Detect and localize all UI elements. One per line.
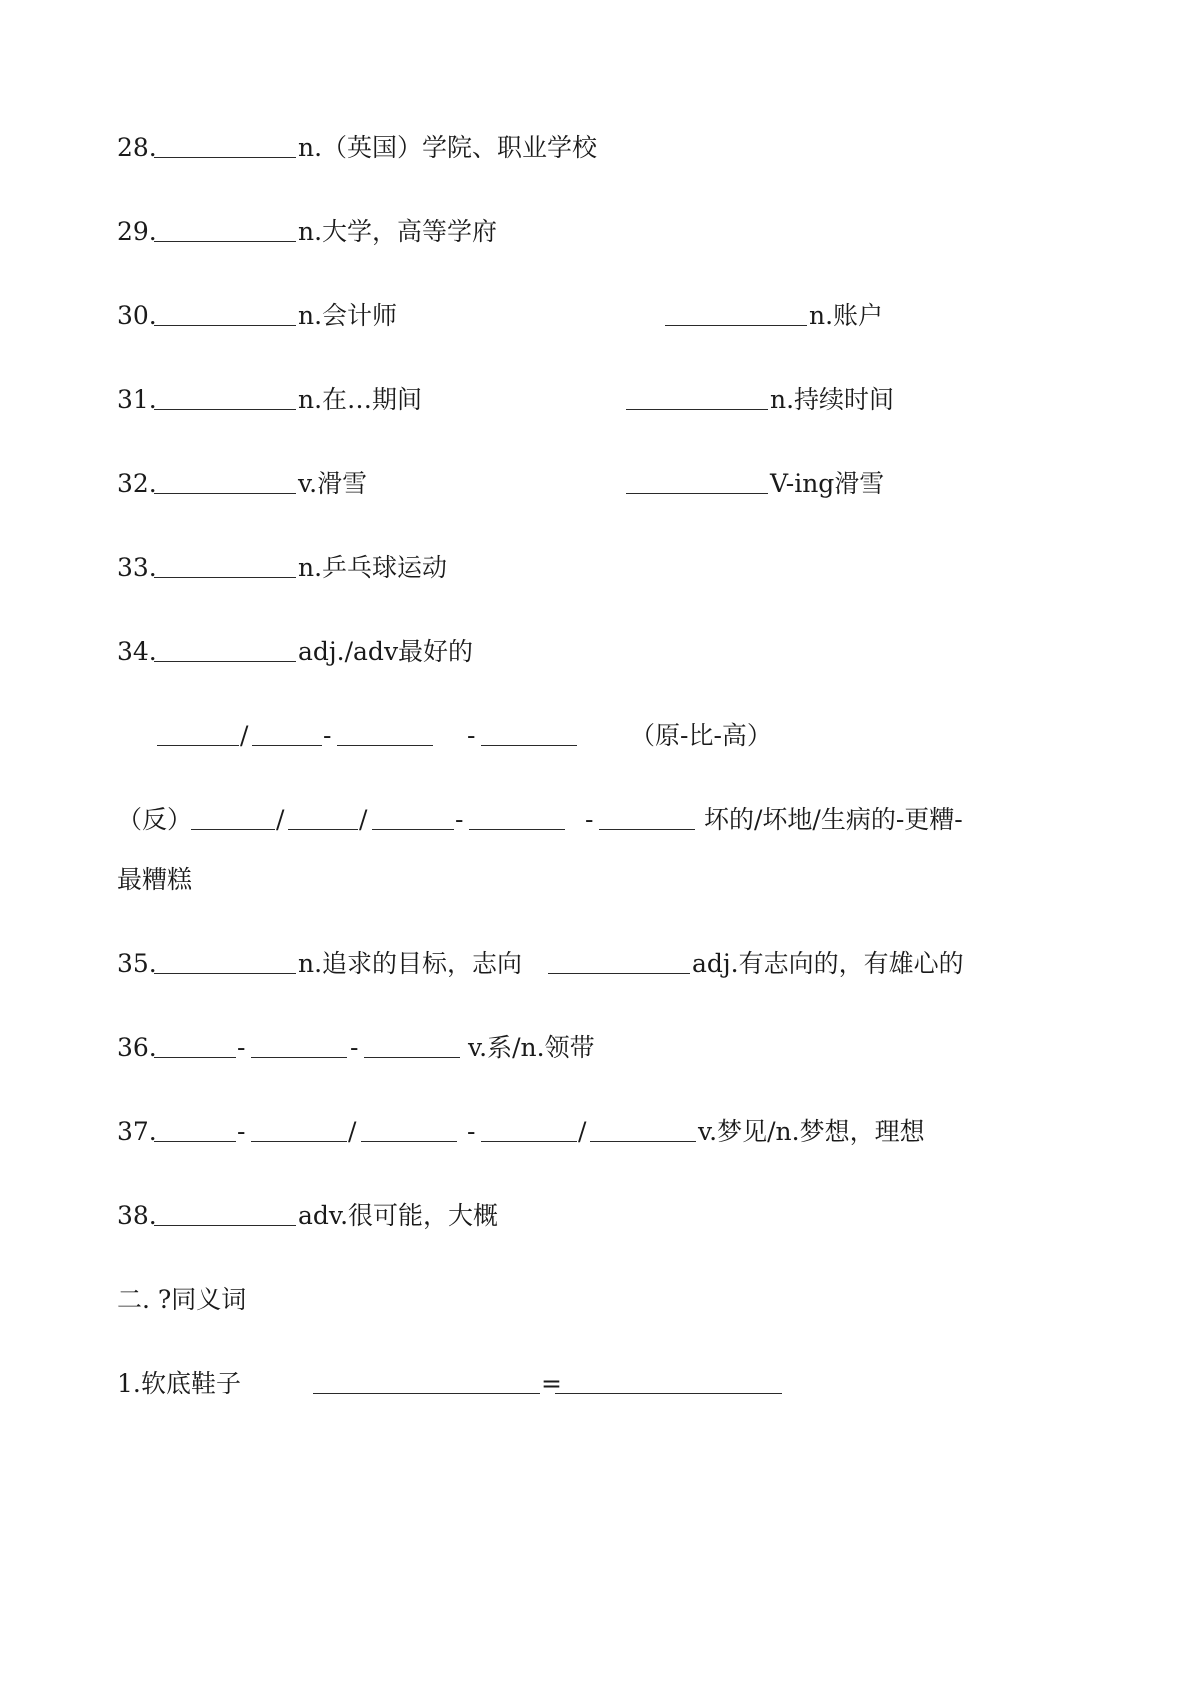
antonym-note: 坏的/坏地/生病的-更糟- xyxy=(704,805,963,834)
answer-blank[interactable] xyxy=(154,157,296,158)
item-number: 1. xyxy=(117,1369,141,1398)
answer-blank-2[interactable] xyxy=(548,973,690,974)
item-definition: v.滑雪 xyxy=(298,469,368,498)
answer-blank-antonym-superlative[interactable] xyxy=(599,829,695,830)
answer-blank-antonym-comparative[interactable] xyxy=(469,829,565,830)
item-number: 36. xyxy=(117,1033,157,1062)
answer-blank-comparative[interactable] xyxy=(337,745,433,746)
item-number: 34. xyxy=(117,637,157,666)
answer-blank-past-participle[interactable] xyxy=(364,1057,460,1058)
separator-hyphen: - xyxy=(350,1033,359,1062)
item-number: 33. xyxy=(117,553,157,582)
item-number: 37. xyxy=(117,1117,157,1146)
separator-slash: / xyxy=(348,1117,357,1146)
item-definition-2: n.账户 xyxy=(809,301,884,330)
separator-hyphen: - xyxy=(467,1117,476,1146)
separator-hyphen: - xyxy=(585,805,594,834)
separator-hyphen: - xyxy=(237,1117,246,1146)
answer-blank-past-participle[interactable] xyxy=(481,1141,577,1142)
item-definition: n.会计师 xyxy=(298,301,398,330)
section-title: 二. ?同义词 xyxy=(117,1285,247,1314)
answer-blank-antonym-3[interactable] xyxy=(372,829,454,830)
answer-blank-past-alt[interactable] xyxy=(361,1141,457,1142)
item-prompt: 软底鞋子 xyxy=(141,1369,242,1398)
answer-blank[interactable] xyxy=(154,325,296,326)
answer-blank-2[interactable] xyxy=(626,493,768,494)
separator-slash: / xyxy=(578,1117,587,1146)
item-number: 28. xyxy=(117,133,157,162)
answer-blank-past[interactable] xyxy=(251,1057,347,1058)
answer-blank[interactable] xyxy=(154,493,296,494)
answer-blank[interactable] xyxy=(154,1225,296,1226)
item-definition: n.大学，高等学府 xyxy=(298,217,498,246)
item-definition: adv.很可能，大概 xyxy=(298,1201,499,1230)
answer-blank-base[interactable] xyxy=(157,745,239,746)
item-number: 29. xyxy=(117,217,157,246)
antonym-label: （反） xyxy=(117,805,193,834)
item-number: 31. xyxy=(117,385,157,414)
answer-blank-superlative[interactable] xyxy=(481,745,577,746)
answer-blank[interactable] xyxy=(154,241,296,242)
answer-blank-base[interactable] xyxy=(154,1057,236,1058)
forms-note: （原-比-高） xyxy=(630,721,772,750)
item-number: 35. xyxy=(117,949,157,978)
answer-blank-antonym-2[interactable] xyxy=(288,829,358,830)
answer-blank[interactable] xyxy=(154,661,296,662)
answer-blank-past[interactable] xyxy=(251,1141,347,1142)
separator-hyphen: - xyxy=(323,721,332,750)
separator-slash: / xyxy=(276,805,285,834)
item-definition-2: V-ing滑雪 xyxy=(770,469,885,498)
item-number: 32. xyxy=(117,469,157,498)
item-number: 30. xyxy=(117,301,157,330)
answer-blank-base[interactable] xyxy=(154,1141,236,1142)
equals-sign: = xyxy=(541,1369,562,1398)
item-definition: v.系/n.领带 xyxy=(468,1033,595,1062)
separator-hyphen: - xyxy=(455,805,464,834)
answer-blank[interactable] xyxy=(154,409,296,410)
answer-blank-2[interactable] xyxy=(665,325,807,326)
answer-blank-base-alt[interactable] xyxy=(252,745,322,746)
separator-slash: / xyxy=(240,721,249,750)
item-definition: n.（英国）学院、职业学校 xyxy=(298,133,598,162)
item-definition-2: adj.有志向的，有雄心的 xyxy=(692,949,964,978)
answer-blank-left[interactable] xyxy=(313,1393,540,1394)
answer-blank[interactable] xyxy=(154,577,296,578)
item-definition: v.梦见/n.梦想，理想 xyxy=(698,1117,925,1146)
item-definition: n.乒乓球运动 xyxy=(298,553,448,582)
answer-blank-right[interactable] xyxy=(555,1393,782,1394)
answer-blank[interactable] xyxy=(154,973,296,974)
answer-blank-antonym-1[interactable] xyxy=(191,829,275,830)
separator-slash: / xyxy=(359,805,368,834)
item-number: 38. xyxy=(117,1201,157,1230)
separator-hyphen: - xyxy=(467,721,476,750)
item-definition: n.追求的目标，志向 xyxy=(298,949,523,978)
answer-blank-2[interactable] xyxy=(626,409,768,410)
item-definition: adj./adv最好的 xyxy=(298,637,474,666)
item-definition: n.在…期间 xyxy=(298,385,423,414)
item-definition-2: n.持续时间 xyxy=(770,385,895,414)
antonym-note-continued: 最糟糕 xyxy=(117,865,193,894)
answer-blank-past-participle-alt[interactable] xyxy=(590,1141,696,1142)
separator-hyphen: - xyxy=(237,1033,246,1062)
